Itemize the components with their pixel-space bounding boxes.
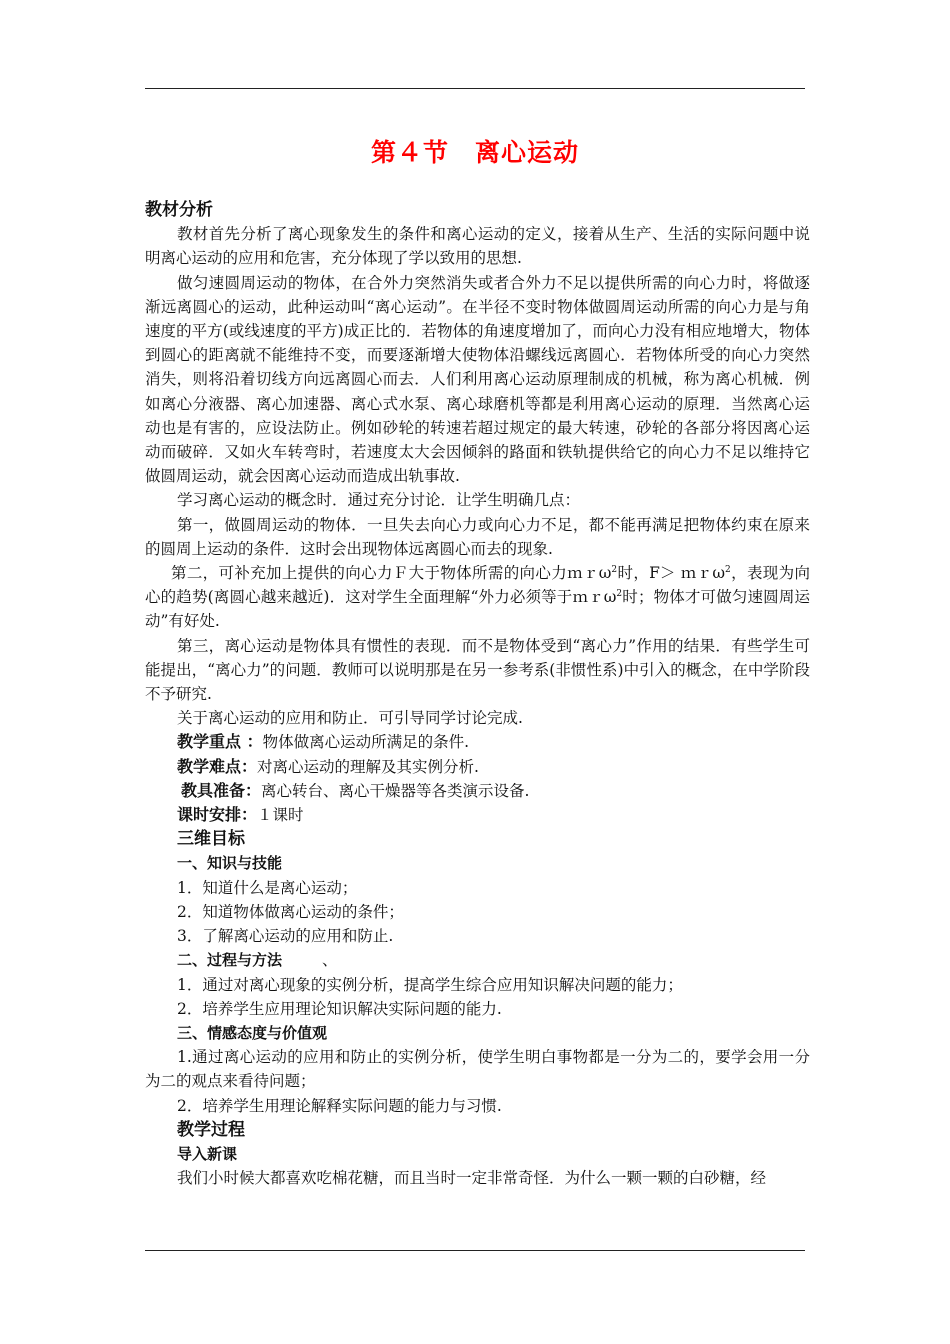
superscript: 2 (611, 564, 618, 575)
document-body (145, 198, 810, 1190)
equipment (145, 779, 810, 803)
schedule-label: 课时安排： (177, 805, 258, 825)
list-item: 1．通过对离心现象的实例分析，提高学生综合应用知识解决问题的能力； (177, 975, 683, 994)
intro-heading: 导入新课 (177, 1144, 238, 1163)
key-points (145, 730, 810, 754)
equipment-label: 教具准备： (181, 780, 262, 800)
page-title: 第４节 离心运动 (370, 138, 579, 167)
superscript: 2 (616, 589, 623, 600)
schedule (145, 803, 810, 827)
text-run: 第二，可补充加上提供的向心力Ｆ大于物体所需的向心力ｍｒω (171, 564, 612, 583)
paragraph: 我们小时候大都喜欢吃棉花糖，而且当时一定非常奇怪．为什么一颗一颗的白砂糖，经 (177, 1169, 767, 1188)
attitude-heading: 三、情感态度与价值观 (177, 1023, 328, 1042)
superscript: 2 (725, 564, 731, 575)
process-heading-row (145, 948, 810, 972)
difficulty-text: 对离心运动的理解及其实例分析. (257, 757, 479, 776)
paragraph: 教材首先分析了离心现象发生的条件和离心运动的定义，接着从生产、生活的实际问题中说明离心运动的应用和危害，充分体现了学以致用的思想. (145, 225, 810, 268)
schedule-text: １课时 (257, 806, 304, 825)
list-item: 1．知道什么是离心运动； (177, 878, 358, 897)
key-points-text: 物体做离心运动所满足的条件. (262, 733, 470, 752)
paragraph: 关于离心运动的应用和防止．可引导同学讨论完成. (177, 709, 523, 728)
paragraph: 第一，做圆周运动的物体．一旦失去向心力或向心力不足，都不能再满足把物体约束在原来的圆周上运动的条件．这时会出现物体远离圆心而去的现象. (145, 515, 810, 558)
key-points-label: 教学重点 ： (177, 732, 263, 752)
paragraph: 学习离心运动的概念时．通过充分讨论．让学生明确几点： (177, 491, 581, 510)
paragraph: 做匀速圆周运动的物体，在合外力突然消失或者合外力不足以提供所需的向心力时，将做逐渐远离圆心的运动，此种运动叫“离心运动”。在半径不变时物体做圆周运动所需的向心力是与角速度的平方(或线速度的平方)成正比的．若物体的角速度增加了，而向心力没有相应地增大，物体到圆心的距离就不能维持不变，而要逐渐增大使物体沿螺线远离圆心．若物体所受的向心力突然消失，则将沿着切线方向远离圆心而去．人们利用离心运动原理制成的机械，称为离心机械．例如离心分液器、离心加速器、离心式水泵、离心球磨机等都是利用离心运动的原理．当然离心运动也是有害的，应设法防止。例如砂轮的转速若超过规定的最大转速，砂轮的各部分将因离心运动而破碎．又如火车转弯时，若速度太大会因倾斜的路面和铁轨提供给它的向心力不足以维持它做圆周运动，就会因离心运动而造成出轨事故. (145, 273, 810, 486)
difficulty (145, 755, 810, 779)
header-rule (145, 88, 805, 89)
list-item: 3．了解离心运动的应用和防止. (177, 927, 394, 946)
text-run: ，表现为向心的趋势(离圆心越来越近)．这对学生全面理解“外力必须等于ｍｒω (145, 564, 810, 607)
footer-rule (145, 1250, 805, 1251)
list-item: 2．知道物体做离心运动的条件； (177, 902, 404, 921)
list-item: 2．培养学生应用理论知识解决实际问题的能力. (177, 999, 502, 1018)
difficulty-label: 教学难点： (177, 756, 258, 776)
list-item: 1.通过离心运动的应用和防止的实例分析，使学生明白事物都是一分为二的，要学会用一分为二的观点来看待问题； (145, 1048, 810, 1091)
text-run: 时；物体才可做匀速圆周运动”有好处. (145, 588, 810, 631)
stray-mark: 、 (322, 951, 338, 970)
text-run: 时，F＞ ｍｒω (617, 564, 726, 583)
paragraph-formula (145, 561, 810, 634)
list-item: 2．培养学生用理论解释实际问题的能力与习惯. (177, 1096, 502, 1115)
process-section-heading: 教学过程 (177, 1119, 245, 1140)
process-heading: 二、过程与方法 (177, 951, 283, 970)
knowledge-heading: 一、知识与技能 (177, 854, 283, 873)
section-heading-analysis: 教材分析 (145, 200, 213, 220)
paragraph: 第三，离心运动是物体具有惯性的表现．而不是物体受到“离心力”作用的结果．有些学生可能提出，“离心力”的问题．教师可以说明那是在另一参考系(非惯性系)中引入的概念，在中学阶段不予研究. (145, 636, 810, 704)
goals-heading: 三维目标 (177, 829, 245, 850)
equipment-text: 离心转台、离心干燥器等各类演示设备. (261, 781, 530, 800)
